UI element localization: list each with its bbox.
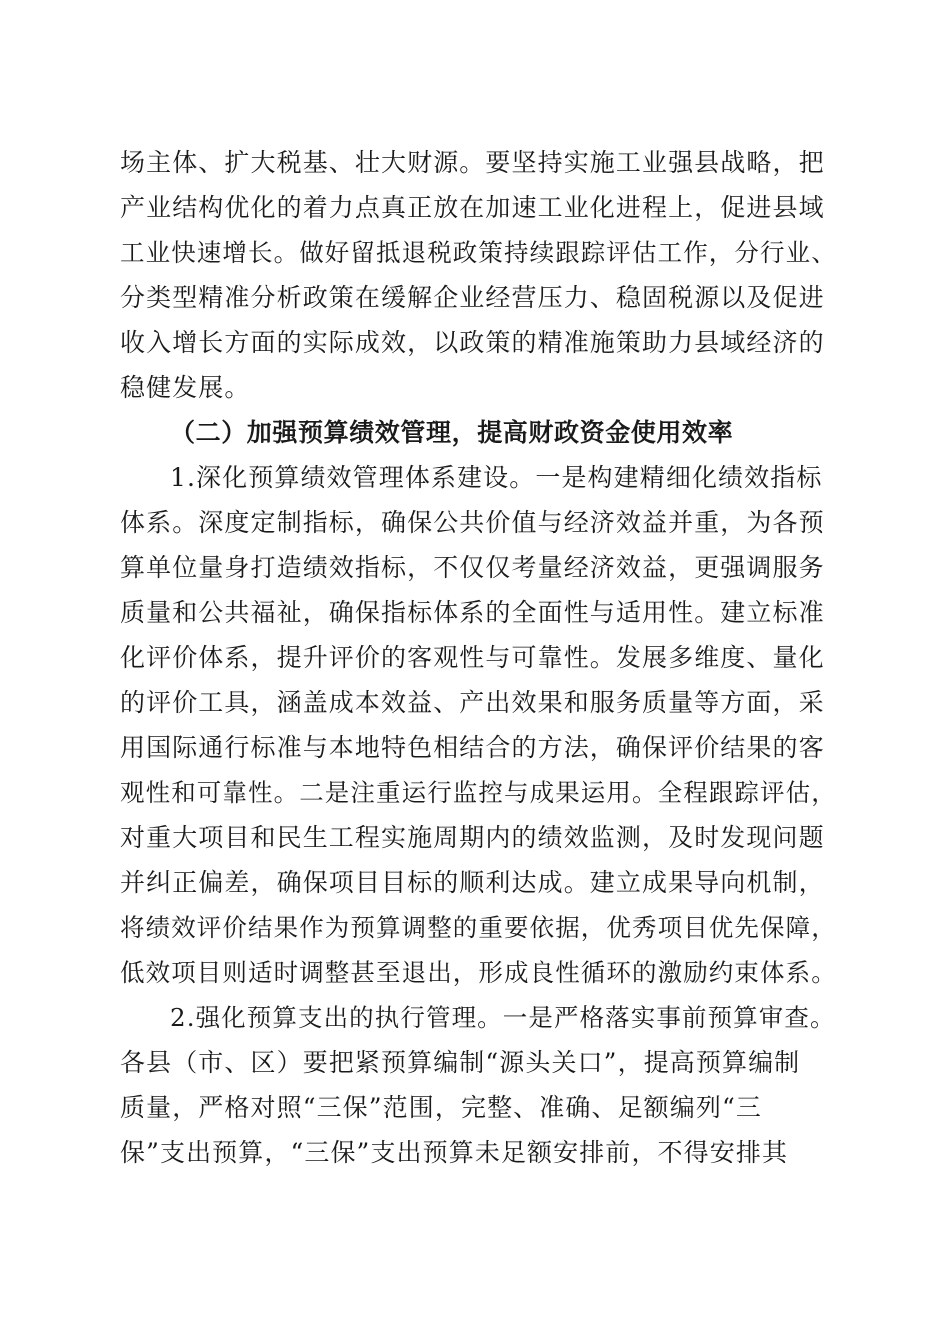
- text-line: 对重大项目和民生工程实施周期内的绩效监测，及时发现问题: [120, 823, 825, 852]
- text-line: 质量和公共福祉，确保指标体系的全面性与适用性。建立标准: [120, 598, 825, 627]
- body-text: [120, 140, 846, 1175]
- text-line: 产业结构优化的着力点真正放在加速工业化进程上，促进县域: [120, 193, 825, 222]
- text-line: 并纠正偏差，确保项目目标的顺利达成。建立成果导向机制，: [120, 868, 825, 897]
- text-line: 的评价工具，涵盖成本效益、产出效果和服务质量等方面，采: [120, 688, 825, 717]
- text-line: 场主体、扩大税基、壮大财源。要坚持实施工业强县战略，把: [120, 148, 825, 177]
- text-line: 算单位量身打造绩效指标，不仅仅考量经济效益，更强调服务: [120, 553, 825, 582]
- text-line: 化评价体系，提升评价的客观性与可靠性。发展多维度、量化: [120, 643, 825, 672]
- text-line: 低效项目则适时调整甚至退出，形成良性循环的激励约束体系。: [120, 958, 837, 987]
- text-line: 观性和可靠性。二是注重运行监控与成果运用。全程跟踪评估，: [120, 778, 837, 807]
- text-line: 保”支出预算，“三保”支出预算未足额安排前，不得安排其: [120, 1138, 789, 1167]
- text-line: 各县（市、区）要把紧预算编制“源头关口”，提高预算编制: [120, 1048, 801, 1077]
- text-line: 用国际通行标准与本地特色相结合的方法，确保评价结果的客: [120, 733, 825, 762]
- text-line: 体系。深度定制指标，确保公共价值与经济效益并重，为各预: [120, 508, 825, 537]
- text-line: 将绩效评价结果作为预算调整的重要依据，优秀项目优先保障，: [120, 913, 837, 942]
- text-line: 收入增长方面的实际成效，以政策的精准施策助力县域经济的: [120, 328, 825, 357]
- text-line: 2.强化预算支出的执行管理。一是严格落实事前预算审查。: [170, 1003, 836, 1032]
- section-heading: （二）加强预算绩效管理，提高财政资金使用效率: [170, 418, 734, 447]
- text-line: 稳健发展。: [120, 373, 251, 402]
- text-line: 1.深化预算绩效管理体系建设。一是构建精细化绩效指标: [170, 463, 823, 492]
- text-line: 分类型精准分析政策在缓解企业经营压力、稳固税源以及促进: [120, 283, 825, 312]
- text-line: 质量，严格对照“三保”范围，完整、准确、足额编列“三: [120, 1093, 762, 1122]
- text-line: 工业快速增长。做好留抵退税政策持续跟踪评估工作，分行业、: [120, 238, 837, 267]
